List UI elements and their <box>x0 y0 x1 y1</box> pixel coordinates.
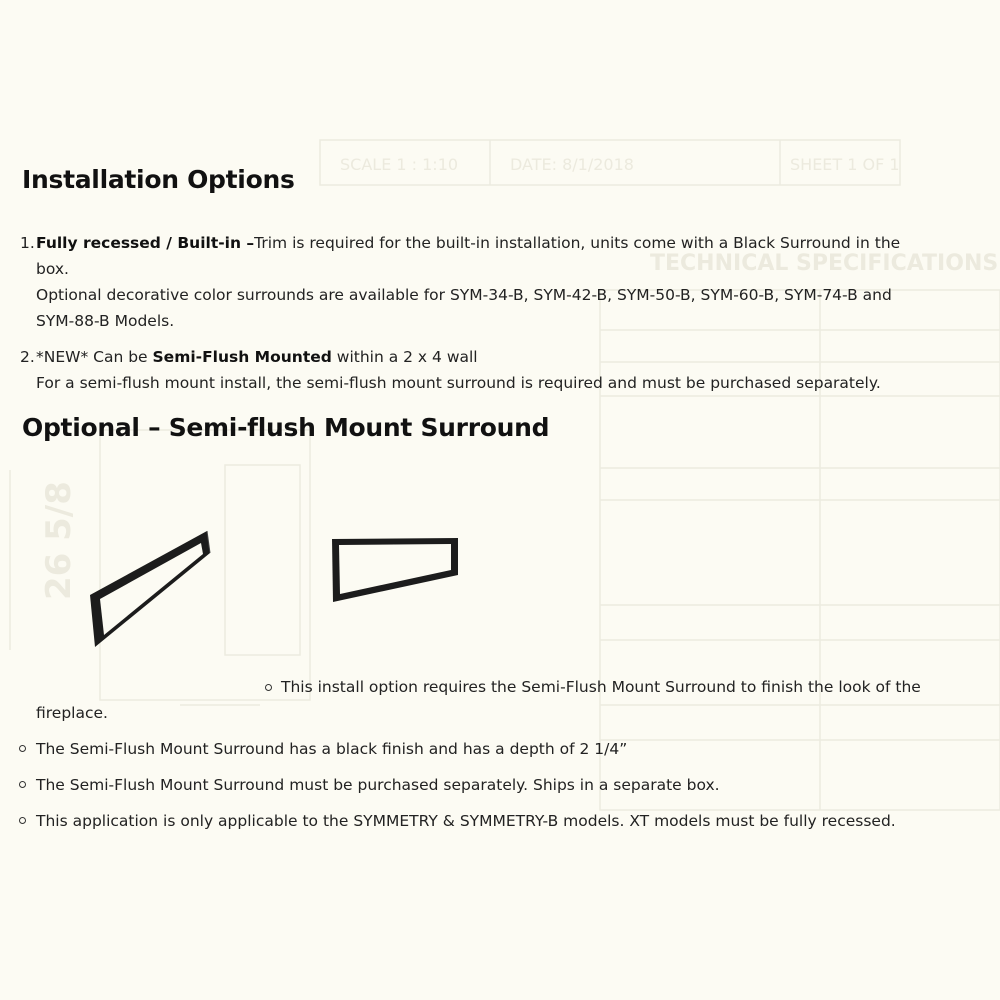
list-item-text: Optional decorative color surrounds are available for SYM-34-B, SYM-42-B, SYM-50-B, SYM-60-B, SYM-74-B and <box>36 286 892 304</box>
list-item-text: box. <box>36 260 69 278</box>
svg-text:SCALE 1 : 1:10: SCALE 1 : 1:10 <box>340 155 459 174</box>
bullet-item-text: fireplace. <box>36 704 108 722</box>
bullet-icon <box>19 781 26 788</box>
bullet-icon <box>19 817 26 824</box>
list-number: 1. <box>20 234 35 252</box>
bullet-item-text: The Semi-Flush Mount Surround has a black finish and has a depth of 2 1/4” <box>36 740 628 758</box>
new-prefix: *NEW* Can be <box>36 348 153 366</box>
svg-text:TECHNICAL SPECIFICATIONS: TECHNICAL SPECIFICATIONS <box>650 251 999 276</box>
fully-recessed-label: Fully recessed / Built-in – <box>36 234 255 252</box>
svg-text:26 5/8: 26 5/8 <box>39 481 79 600</box>
list-number: 2. <box>20 348 35 366</box>
surround-front-image <box>330 535 462 605</box>
list-item-text: SYM-88-B Models. <box>36 312 175 330</box>
bullet-item-text: This install option requires the Semi-Flush Mount Surround to finish the look of the <box>281 678 921 696</box>
semi-flush-suffix: within a 2 x 4 wall <box>331 348 478 366</box>
bullet-item-text: This application is only applicable to the SYMMETRY & SYMMETRY-B models. XT models must be fully recessed. <box>36 812 896 830</box>
bullet-icon <box>19 745 26 752</box>
list-item-text: For a semi-flush mount install, the semi-flush mount surround is required and must be purchased separately. <box>36 374 881 392</box>
optional-surround-heading: Optional – Semi-flush Mount Surround <box>22 413 550 442</box>
surround-angled-image <box>85 525 215 655</box>
installation-options-heading: Installation Options <box>22 165 295 194</box>
svg-text:SHEET 1 OF 1: SHEET 1 OF 1 <box>790 155 900 174</box>
list-item-fully-recessed <box>36 230 900 256</box>
list-item-semi-flush <box>36 344 478 370</box>
svg-text:DATE: 8/1/2018: DATE: 8/1/2018 <box>510 155 634 174</box>
fully-recessed-text: Trim is required for the built-in installation, units come with a Black Surround in the <box>254 234 901 252</box>
bullet-icon <box>265 684 272 691</box>
semi-flush-label: Semi-Flush Mounted <box>152 348 332 366</box>
bullet-item-text: The Semi-Flush Mount Surround must be purchased separately. Ships in a separate box. <box>36 776 720 794</box>
